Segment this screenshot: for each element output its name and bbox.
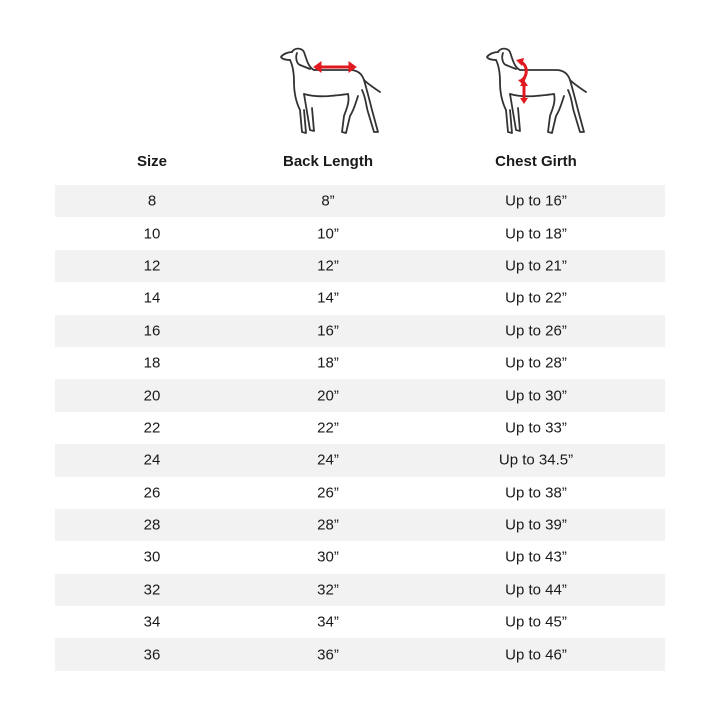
cell-chest-girth: Up to 43” bbox=[505, 548, 567, 566]
cell-size: 30 bbox=[143, 548, 161, 566]
cell-size: 16 bbox=[143, 322, 161, 340]
cell-back-length: 8” bbox=[321, 192, 335, 210]
header-back-length: Back Length bbox=[282, 153, 374, 170]
table-row bbox=[55, 606, 665, 638]
cell-size: 14 bbox=[143, 289, 161, 307]
table-row bbox=[55, 347, 665, 379]
cell-size: 8 bbox=[147, 192, 157, 210]
table-row bbox=[55, 412, 665, 444]
cell-chest-girth: Up to 28” bbox=[505, 354, 567, 372]
cell-back-length: 14” bbox=[317, 289, 339, 307]
table-row bbox=[55, 638, 665, 670]
cell-back-length: 28” bbox=[317, 516, 339, 534]
cell-back-length: 24” bbox=[317, 451, 339, 469]
cell-chest-girth: Up to 26” bbox=[505, 322, 567, 340]
header-chest-girth: Chest Girth bbox=[495, 153, 577, 170]
table-row bbox=[55, 282, 665, 314]
cell-back-length: 32” bbox=[317, 581, 339, 599]
table-row bbox=[55, 379, 665, 411]
cell-chest-girth: Up to 30” bbox=[505, 387, 567, 405]
table-row bbox=[55, 185, 665, 217]
table-row bbox=[55, 217, 665, 249]
cell-size: 10 bbox=[143, 225, 161, 243]
cell-size: 24 bbox=[143, 451, 161, 469]
table-row bbox=[55, 315, 665, 347]
table-row bbox=[55, 444, 665, 476]
table-row bbox=[55, 477, 665, 509]
cell-chest-girth: Up to 45” bbox=[505, 613, 567, 631]
size-table bbox=[55, 185, 665, 671]
cell-size: 18 bbox=[143, 354, 161, 372]
cell-back-length: 26” bbox=[317, 484, 339, 502]
cell-back-length: 36” bbox=[317, 646, 339, 664]
cell-size: 32 bbox=[143, 581, 161, 599]
table-row bbox=[55, 509, 665, 541]
cell-size: 34 bbox=[143, 613, 161, 631]
cell-back-length: 16” bbox=[317, 322, 339, 340]
cell-chest-girth: Up to 38” bbox=[505, 484, 567, 502]
cell-chest-girth: Up to 18” bbox=[505, 225, 567, 243]
cell-back-length: 18” bbox=[317, 354, 339, 372]
table-row bbox=[55, 574, 665, 606]
cell-back-length: 34” bbox=[317, 613, 339, 631]
table-header bbox=[55, 153, 665, 175]
cell-back-length: 20” bbox=[317, 387, 339, 405]
cell-size: 26 bbox=[143, 484, 161, 502]
cell-chest-girth: Up to 22” bbox=[505, 289, 567, 307]
cell-chest-girth: Up to 46” bbox=[505, 646, 567, 664]
dog-chest-girth-icon bbox=[476, 40, 591, 140]
cell-chest-girth: Up to 34.5” bbox=[498, 451, 574, 469]
cell-back-length: 10” bbox=[317, 225, 339, 243]
cell-chest-girth: Up to 39” bbox=[505, 516, 567, 534]
cell-back-length: 12” bbox=[317, 257, 339, 275]
cell-size: 36 bbox=[143, 646, 161, 664]
header-size: Size bbox=[136, 153, 168, 170]
cell-back-length: 22” bbox=[317, 419, 339, 437]
cell-size: 12 bbox=[143, 257, 161, 275]
table-row bbox=[55, 250, 665, 282]
table-row bbox=[55, 541, 665, 573]
dog-back-length-icon bbox=[270, 40, 385, 140]
cell-size: 28 bbox=[143, 516, 161, 534]
cell-chest-girth: Up to 16” bbox=[505, 192, 567, 210]
cell-size: 20 bbox=[143, 387, 161, 405]
cell-chest-girth: Up to 44” bbox=[505, 581, 567, 599]
cell-chest-girth: Up to 33” bbox=[505, 419, 567, 437]
cell-back-length: 30” bbox=[317, 548, 339, 566]
cell-chest-girth: Up to 21” bbox=[505, 257, 567, 275]
cell-size: 22 bbox=[143, 419, 161, 437]
